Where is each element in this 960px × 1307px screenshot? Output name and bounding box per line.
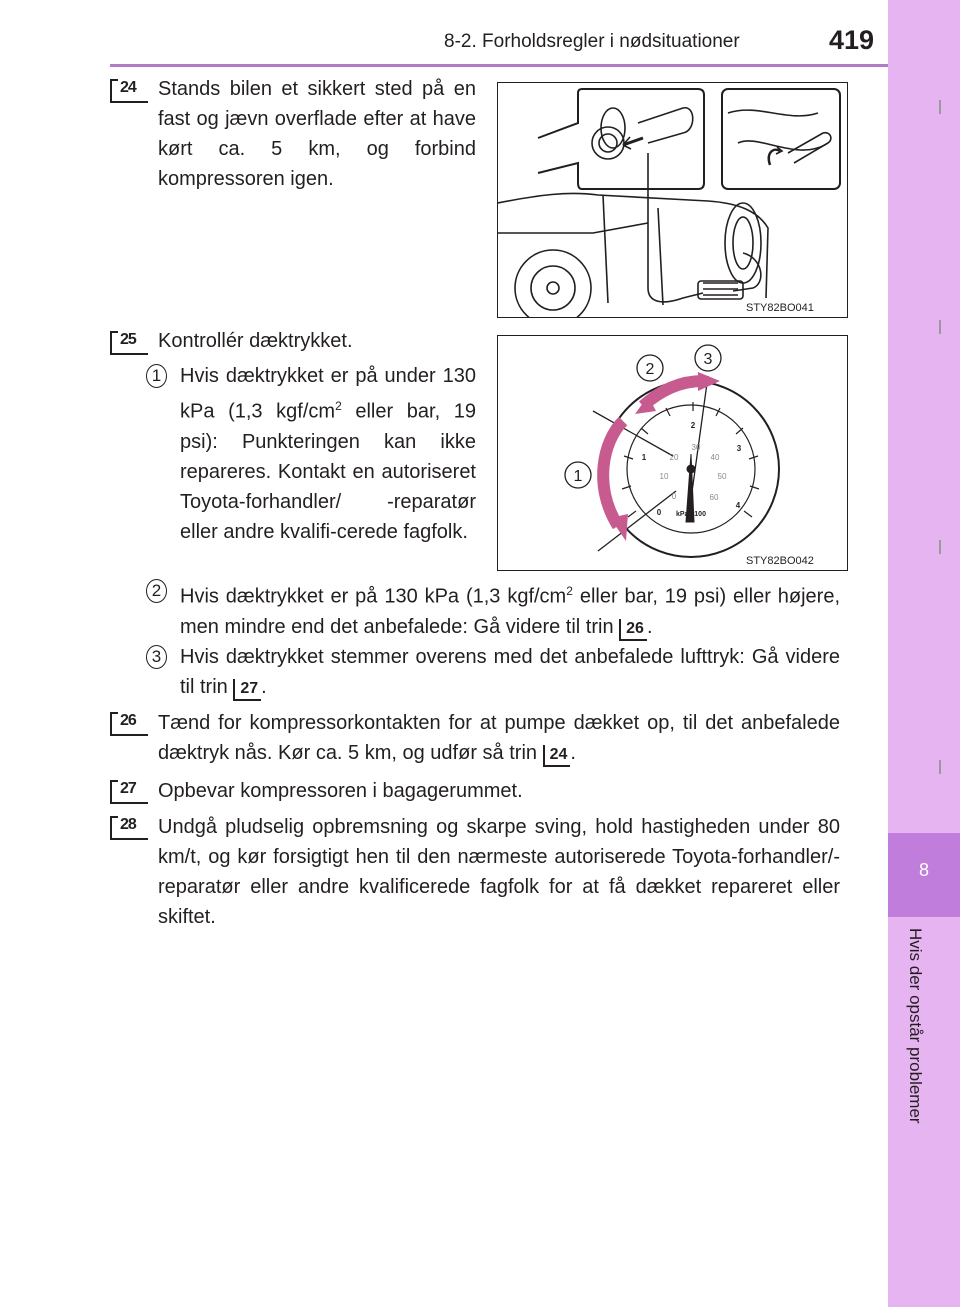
callout-3: 3: [703, 351, 713, 368]
outer-scale-label: 2: [690, 421, 696, 430]
inner-scale-label: 10: [659, 472, 669, 481]
inner-scale-label: 50: [717, 472, 727, 481]
step-26-text: Tænd for kompressorkontakten for at pumpe dækket op, til det anbefalede dæktryk nås. Kør ca. 5 km, og udfør så trin 24 .: [158, 708, 840, 768]
step-marker-24: 24: [110, 79, 154, 101]
step-25-item-1: Hvis dæktrykket er på under 130 kPa (1,3 kgf/$cm^2$ eller bar, 19 psi): Punkteringen kan ikke repareres. Kontakt en autoriseret Toyota-forhandler/ -reparatør eller andre kvalifi-cerede fagfolk.: [180, 365, 476, 543]
margin-tick: [939, 320, 941, 334]
outer-scale-label: 1: [641, 453, 647, 462]
chapter-number: 8: [918, 860, 929, 880]
callout-2: 2: [645, 361, 655, 378]
section-title: 8-2. Forholdsregler i nødsituationer: [444, 31, 740, 52]
step-25-item-2: Hvis dæktrykket er på 130 kPa (1,3 kgf/$cm^2$ eller bar, 19 psi) eller højere, men mindre end det anbefalede: Gå videre til trin 26 .: [180, 576, 840, 642]
pressure-gauge-illustration: [498, 336, 847, 570]
inner-scale-label: 60: [709, 493, 719, 502]
inner-scale-label: 40: [710, 453, 720, 462]
gauge-unit: kPa x100: [676, 511, 706, 518]
step-25-text: Kontrollér dæktrykket.: [158, 330, 353, 352]
step-24-text: Stands bilen et sikkert sted på en fast og jævn overflade efter at have kørt ca. 5 km, og forbind kompressoren igen.: [158, 78, 476, 190]
outer-scale-label: 3: [736, 444, 742, 453]
inner-scale-label: 30: [691, 443, 701, 452]
page-number: 419: [829, 25, 875, 55]
step-marker-26: 26: [110, 712, 154, 734]
outer-scale-label: 4: [735, 501, 741, 510]
chapter-title: Hvis der opstår problemer: [906, 928, 925, 1124]
figure-compressor-connection: [497, 82, 848, 318]
margin-tick: [939, 760, 941, 774]
list-marker-2: 2: [146, 579, 167, 603]
step-marker-27: 27: [110, 780, 154, 802]
step-ref-26[interactable]: 26: [619, 619, 647, 641]
list-marker-1: 1: [146, 364, 167, 388]
car-compressor-illustration: [498, 83, 847, 317]
outer-scale-label: 0: [656, 508, 662, 517]
figure-code: STY82BO041: [746, 302, 814, 314]
step-marker-25: 25: [110, 331, 154, 353]
inner-scale-label: 20: [669, 453, 679, 462]
list-marker-3: 3: [146, 645, 167, 669]
step-27-text: Opbevar kompressoren i bagagerummet.: [158, 780, 523, 802]
step-25-item-3: Hvis dæktrykket stemmer overens med det anbefalede lufttryk: Gå videre til trin 27 .: [180, 642, 840, 702]
callout-1: 1: [573, 468, 583, 485]
inner-scale-label: 0: [671, 492, 677, 501]
step-28-text: Undgå pludselig opbremsning og skarpe sving, hold hastigheden under 80 km/t, og kør forsigtigt hen til den nærmeste autoriserede Toyota-forhandler/-reparatør eller andre kvalificerede fagfolk for at få dækket repareret eller skiftet.: [158, 816, 840, 928]
step-marker-28: 28: [110, 816, 154, 838]
figure-code: STY82BO042: [746, 555, 814, 567]
margin-tick: [939, 100, 941, 114]
step-ref-24[interactable]: 24: [543, 745, 571, 767]
margin-tick: [939, 540, 941, 554]
figure-pressure-gauge: [497, 335, 848, 571]
header-divider: [110, 64, 888, 67]
step-ref-27[interactable]: 27: [233, 679, 261, 701]
